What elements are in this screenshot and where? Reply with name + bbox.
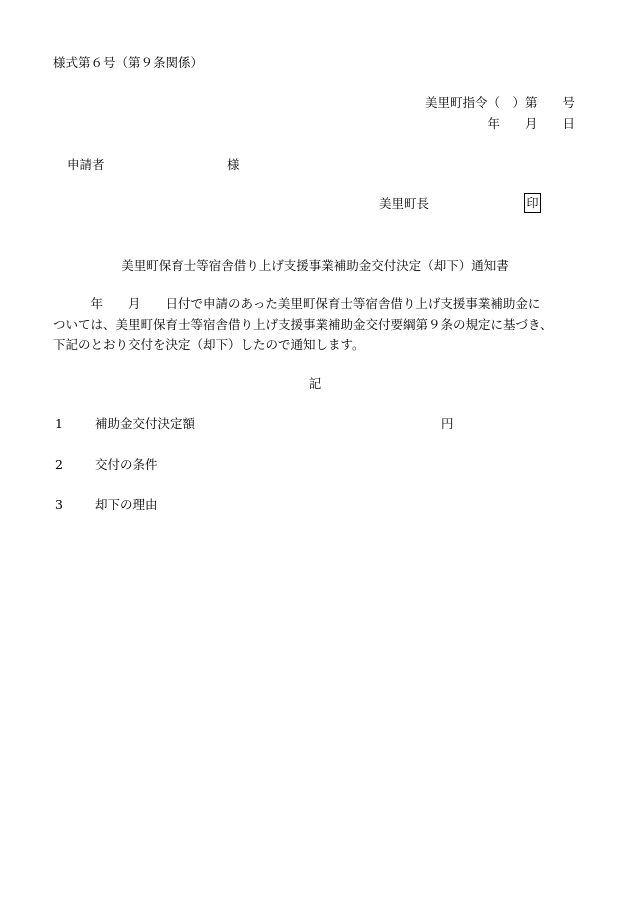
body-line: ついては、美里町保育士等宿舎借り上げ支援事業補助金交付要綱第９条の規定に基づき、 <box>53 316 553 332</box>
applicant-label: 申請者 <box>67 157 105 172</box>
body-line: 下記のとおり交付を決定（却下）したので通知します。 <box>53 337 365 352</box>
issuer-name: 美里町長 <box>379 196 430 211</box>
item-number: 3 <box>55 497 63 512</box>
seal-mark: 印 <box>524 193 541 213</box>
ki-heading: 記 <box>308 376 322 391</box>
document-date: 年 月 日 <box>487 116 575 131</box>
item-label-rejection-reason: 却下の理由 <box>95 497 158 512</box>
form-number: 様式第６号（第９条関係） <box>53 55 204 70</box>
body-paragraph <box>53 294 581 356</box>
document-title: 美里町保育士等宿舎借り上げ支援事業補助金交付決定（却下）通知書 <box>121 258 509 273</box>
applicant-suffix: 様 <box>227 157 240 172</box>
item-unit-yen: 円 <box>441 416 454 431</box>
item-label-grant-amount: 補助金交付決定額 <box>95 416 196 431</box>
item-number: 2 <box>55 457 63 472</box>
item-label-conditions: 交付の条件 <box>95 457 158 472</box>
body-line: 年 月 日付で申請のあった美里町保育士等宿舎借り上げ支援事業補助金に <box>53 296 541 311</box>
document-number: 美里町指令（ ）第 号 <box>424 95 575 110</box>
item-number: 1 <box>55 416 63 431</box>
